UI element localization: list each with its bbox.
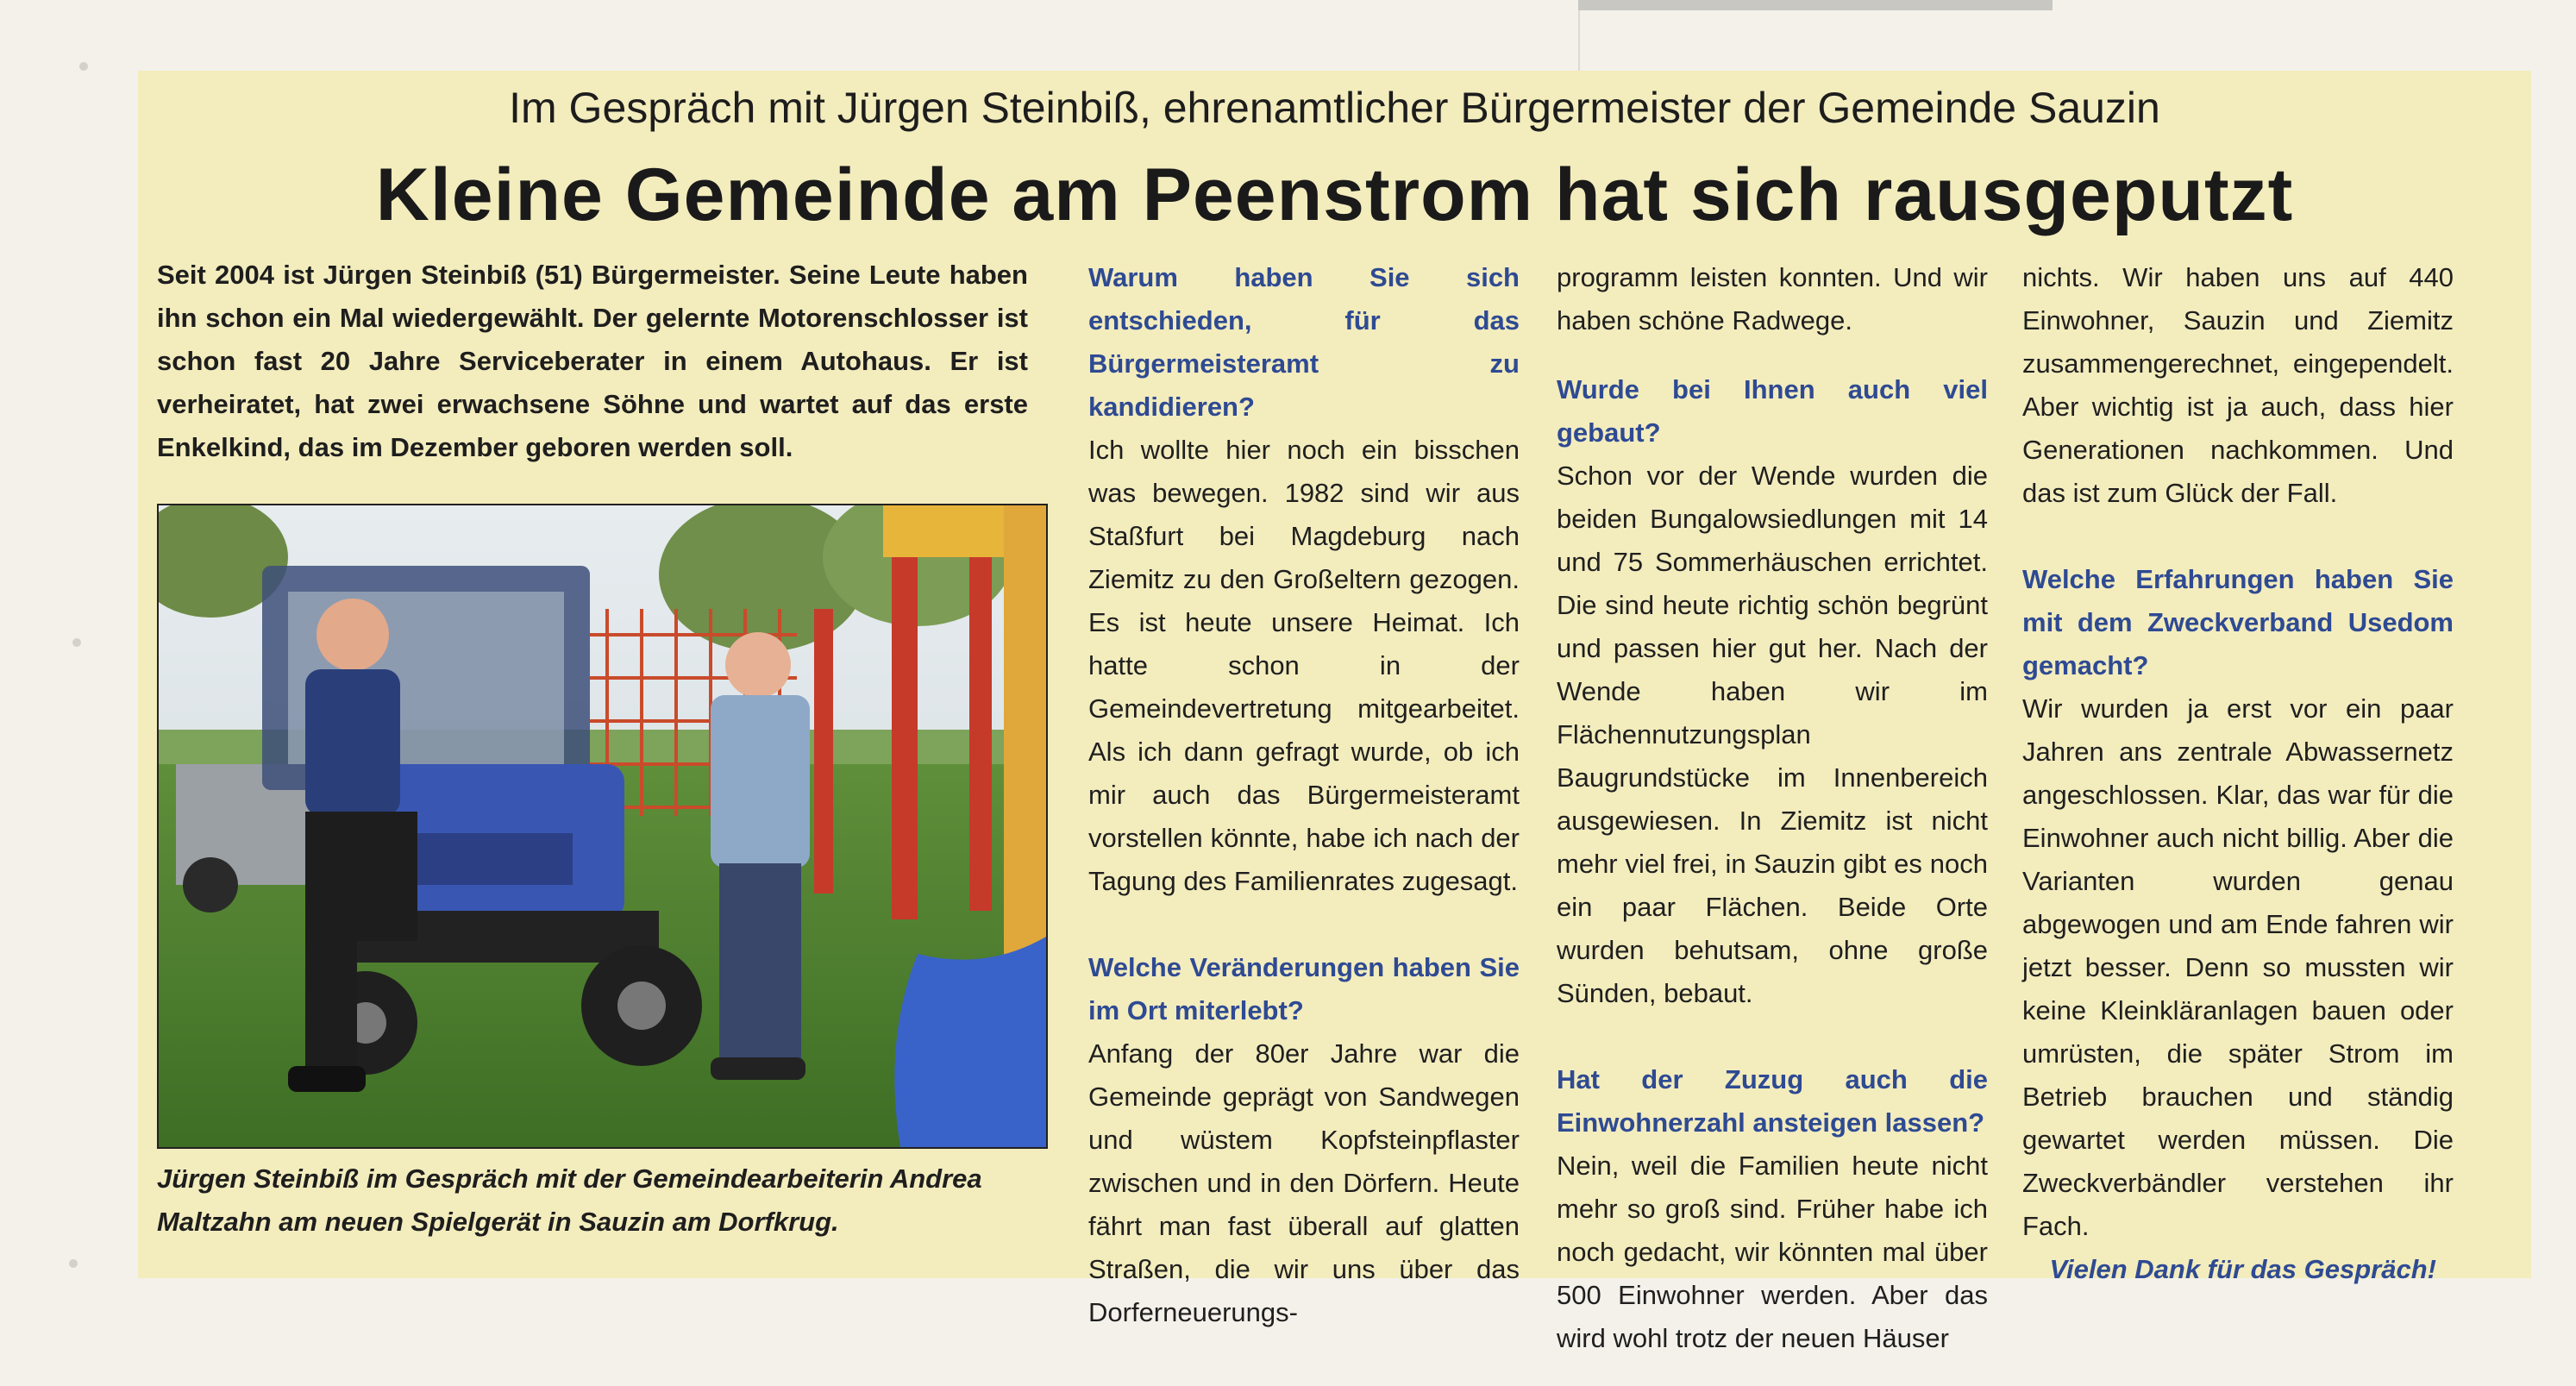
neighbouring-page-bleed-right <box>2057 0 2540 78</box>
article-kicker: Im Gespräch mit Jürgen Steinbiß, ehrenamtlicher Bürgermeister der Gemeinde Sauzin <box>509 84 2160 132</box>
punch-hole-mark <box>72 638 81 647</box>
neighbouring-page-bleed-top <box>1078 0 1526 69</box>
interview-question: Welche Veränderungen haben Sie im Ort miterlebt? <box>1088 952 1520 1025</box>
interview-question: Welche Erfahrungen haben Sie mit dem Zweckverband Usedom gemacht? <box>2022 564 2454 680</box>
interview-answer: Anfang der 80er Jahre war die Gemeinde geprägt von Sandwegen und wüstem Kopfsteinpflaster zwischen und in den Dörfern. Heute fährt man fast überall auf glatten Straßen, die wir uns über das Dorferneuerungs- <box>1088 1038 1520 1327</box>
interview-question: Hat der Zuzug auch die Einwohnerzahl ansteigen lassen? <box>1557 1064 1988 1138</box>
interview-article <box>138 71 2531 1353</box>
closing-thanks: Vielen Dank für das Gespräch! <box>2049 1254 2436 1284</box>
interview-answer: nichts. Wir haben uns auf 440 Einwohner, Sauzin und Ziemitz zusammengerechnet, eingependelt. Aber wichtig ist ja auch, dass hier Generationen nachkommen. Und das ist zum Glück der Fall. <box>2022 262 2454 508</box>
interview-answer: programm leisten konnten. Und wir haben schöne Radwege. <box>1557 262 1988 336</box>
article-column-2 <box>1557 256 1988 1360</box>
punch-hole-mark <box>79 62 88 71</box>
article-column-1 <box>1088 256 1520 1334</box>
article-column-3 <box>2022 256 2454 1291</box>
punch-hole-mark <box>69 1259 78 1268</box>
article-photo <box>157 504 1048 1149</box>
interview-question: Warum haben Sie sich entschieden, für das Bürgermeisteramt zu kandidieren? <box>1088 262 1520 422</box>
article-headline: Kleine Gemeinde am Peenstrom hat sich rausgeputzt <box>375 154 2294 236</box>
top-frame <box>1578 10 2020 71</box>
interview-answer: Schon vor der Wende wurden die beiden Bungalowsiedlungen mit 14 und 75 Sommerhäuschen errichtet. Die sind heute richtig schön begrünt und passen hier gut her. Nach der Wende haben wir im Flächennutzungsplan Baugrundstücke im Innenbereich ausgewiesen. In Ziemitz ist nicht mehr viel frei, in Sauzin gibt es noch ein paar Flächen. Beide Orte wurden behutsam, ohne große Sünden, bebaut. <box>1557 461 1988 1008</box>
interview-answer: Nein, weil die Familien heute nicht mehr so groß sind. Früher habe ich noch gedacht, wir könnten mal über 500 Einwohner werden. Aber das wird wohl trotz der neuen Häuser <box>1557 1151 1988 1353</box>
photo-caption: Jürgen Steinbiß im Gespräch mit der Gemeindearbeiterin Andrea Maltzahn am neuen Spielgerät in Sauzin am Dorfkrug. <box>157 1163 982 1237</box>
interview-question: Wurde bei Ihnen auch viel gebaut? <box>1557 374 1988 448</box>
article-intro: Seit 2004 ist Jürgen Steinbiß (51) Bürgermeister. Seine Leute haben ihn schon ein Mal wiedergewählt. Der gelernte Motorenschlosser ist schon fast 20 Jahre Serviceberater in einem Autohaus. Er ist verheiratet, hat zwei erwachsene Söhne und wartet auf das erste Enkelkind, das im Dezember geboren werden soll. <box>157 260 1028 462</box>
interview-answer: Wir wurden ja erst vor ein paar Jahren ans zentrale Abwassernetz angeschlossen. Klar, das war für die Einwohner auch nicht billig. Aber die Varianten wurden genau abgewogen und am Ende fahren wir jetzt besser. Denn so mussten wir keine Kleinkläranlagen bauen oder umrüsten, die später Strom im Betrieb brauchen und ständig gewartet werden müssen. Die Zweckverbändler verstehen ihr Fach. <box>2022 693 2454 1241</box>
interview-answer: Ich wollte hier noch ein bisschen was bewegen. 1982 sind wir aus Staßfurt bei Magdeburg nach Ziemitz zu den Großeltern gezogen. Es ist heute unsere Heimat. Ich hatte schon in der Gemeindevertretung mitgearbeitet. Als ich dann gefragt wurde, ob ich mir auch das Bürgermeisteramt vorstellen könnte, habe ich nach der Tagung des Familienrates zugesagt. <box>1088 435 1520 896</box>
top-frame-bar <box>1578 0 2053 10</box>
